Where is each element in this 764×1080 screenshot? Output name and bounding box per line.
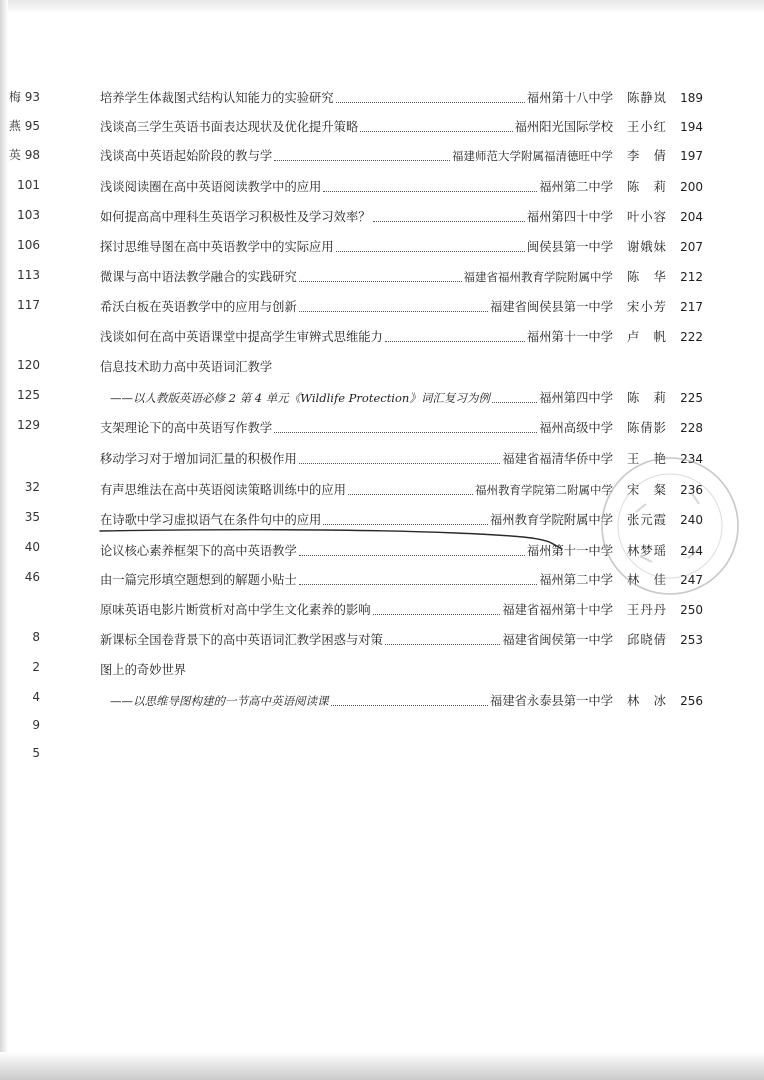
entry-author: 林梦瑶: [627, 544, 667, 558]
entry-title: 信息技术助力高中英语词汇教学: [100, 360, 273, 374]
toc-entry-subtitle: [100, 689, 703, 709]
entry-author: 陈 华: [627, 270, 667, 284]
margin-number: 英 98: [8, 148, 40, 162]
entry-title: 移动学习对于增加词汇量的积极作用: [100, 452, 297, 466]
entry-title: 浅谈如何在高中英语课堂中提高学生审辨式思维能力: [100, 330, 383, 344]
margin-number: 燕 95: [8, 119, 40, 133]
entry-school: 福州第十一中学: [526, 544, 613, 558]
scan-shadow-top: [0, 0, 764, 14]
dot-leader: [299, 463, 501, 464]
dot-leader: [360, 131, 512, 132]
entry-author: 陈静岚: [627, 91, 667, 105]
toc-entry: [100, 598, 703, 618]
entry-page: 253: [680, 633, 703, 647]
dot-leader: [348, 494, 473, 495]
toc-entry: [100, 568, 703, 588]
dot-leader: [492, 402, 537, 403]
entry-title: 如何提高高中理科生英语学习积极性及学习效率？: [100, 210, 371, 224]
dot-leader: [299, 584, 537, 585]
entry-school: 福州第四中学: [539, 391, 613, 405]
entry-school: 福建省闽侯第一中学: [502, 633, 613, 647]
toc-entry-heading: [100, 355, 703, 375]
dot-leader: [336, 102, 525, 103]
toc-entry: [100, 175, 703, 195]
entry-page: 240: [680, 513, 703, 527]
entry-school: 福建省福州第十中学: [502, 603, 613, 617]
entry-page: 234: [680, 452, 703, 466]
toc-entry: [100, 235, 703, 255]
scan-shadow-bottom: [0, 1052, 764, 1080]
entry-school: 福州第二中学: [539, 180, 613, 194]
dot-leader: [373, 614, 501, 615]
margin-number: 125: [17, 388, 40, 402]
entry-page: 228: [680, 421, 703, 435]
entry-title: 浅谈高中英语起始阶段的教与学: [100, 149, 273, 163]
margin-number: 101: [17, 178, 40, 192]
entry-author: 宋小芳: [627, 300, 667, 314]
dot-leader: [274, 160, 450, 161]
entry-author: 王小红: [627, 120, 667, 134]
toc-entry: [100, 447, 703, 467]
entry-school: 福州第十一中学: [526, 330, 613, 344]
entry-page: 222: [680, 330, 703, 344]
entry-title: 图上的奇妙世界: [100, 663, 187, 677]
entry-author: 邱晓倩: [627, 633, 667, 647]
margin-number: 2: [32, 660, 40, 674]
entry-title: 有声思维法在高中英语阅读策略训练中的应用: [100, 483, 346, 497]
toc-entry: [100, 144, 703, 164]
dot-leader: [323, 191, 537, 192]
margin-number: 5: [32, 746, 40, 760]
entry-page: 194: [680, 120, 703, 134]
toc-entry: [100, 205, 703, 225]
toc-entry-heading: [100, 658, 703, 678]
dot-leader: [299, 555, 525, 556]
toc-entry: [100, 115, 703, 135]
entry-author: 陈倩影: [627, 421, 667, 435]
toc-entry: [100, 628, 703, 648]
margin-number: 9: [32, 718, 40, 732]
entry-author: 叶小容: [627, 210, 667, 224]
dot-leader: [299, 311, 488, 312]
entry-title: 由一篇完形填空题想到的解题小贴士: [100, 573, 297, 587]
margin-number: 120: [17, 358, 40, 372]
entry-page: 256: [680, 694, 703, 708]
entry-author: 陈 莉: [627, 180, 667, 194]
entry-title: 微课与高中语法教学融合的实践研究: [100, 270, 297, 284]
entry-school: 福州教育学院附属中学: [490, 513, 613, 527]
margin-number: 106: [17, 238, 40, 252]
entry-school: 福州第二中学: [539, 573, 613, 587]
entry-page: 212: [680, 270, 703, 284]
toc-entry-subtitle: [100, 386, 703, 406]
entry-title: 探讨思维导图在高中英语教学中的实际应用: [100, 240, 334, 254]
dot-leader: [274, 432, 537, 433]
entry-school: 福建省福州教育学院附属中学: [463, 270, 613, 284]
dot-leader: [299, 281, 462, 282]
entry-page: 236: [680, 483, 703, 497]
entry-title: 新课标全国卷背景下的高中英语词汇教学困惑与对策: [100, 633, 383, 647]
margin-number: 35: [24, 510, 40, 524]
entry-title: 浅谈阅读圈在高中英语阅读教学中的应用: [100, 180, 322, 194]
entry-title: 培养学生体裁图式结构认知能力的实验研究: [100, 91, 334, 105]
entry-page: 217: [680, 300, 703, 314]
margin-number: 40: [24, 540, 40, 554]
entry-page: 189: [680, 91, 703, 105]
toc-entry: [100, 325, 703, 345]
entry-author: 张元霞: [627, 513, 667, 527]
margin-number: 梅 93: [8, 90, 40, 104]
margin-number: 32: [24, 480, 40, 494]
entry-title: 论议核心素养框架下的高中英语教学: [100, 544, 297, 558]
entry-author: 王丹丹: [627, 603, 667, 617]
entry-page: 250: [680, 603, 703, 617]
margin-number: 103: [17, 208, 40, 222]
toc-entry: [100, 478, 703, 498]
left-margin-page-numbers: [0, 0, 40, 1080]
entry-author: 王 艳: [627, 452, 667, 466]
entry-title: 原味英语电影片断赏析对高中学生文化素养的影响: [100, 603, 371, 617]
entry-subtitle: ——以思维导图构建的一节高中英语阅读课: [110, 694, 329, 708]
toc-entry: [100, 86, 703, 106]
entry-subtitle: ——以人教版英语必修 2 第 4 单元《Wildlife Protection》词汇复习为例: [110, 391, 490, 405]
entry-page: 204: [680, 210, 703, 224]
entry-page: 225: [680, 391, 703, 405]
entry-title: 在诗歌中学习虚拟语气在条件句中的应用: [100, 513, 322, 527]
entry-school: 福州第四十中学: [526, 210, 613, 224]
dot-leader: [385, 644, 500, 645]
entry-school: 福州第十八中学: [526, 91, 613, 105]
toc-entry: [100, 295, 703, 315]
entry-page: 200: [680, 180, 703, 194]
entry-title: 希沃白板在英语教学中的应用与创新: [100, 300, 297, 314]
entry-school: 福州教育学院第二附属中学: [475, 483, 613, 497]
entry-school: 福建省闽侯县第一中学: [490, 300, 613, 314]
margin-number: 117: [17, 298, 40, 312]
entry-school: 福州阳光国际学校: [514, 120, 613, 134]
entry-school: 闽侯县第一中学: [526, 240, 613, 254]
entry-author: 林 冰: [627, 694, 667, 708]
entry-school: 福建省福清华侨中学: [502, 452, 613, 466]
margin-number: 8: [32, 630, 40, 644]
margin-number: 4: [32, 690, 40, 704]
margin-number: 113: [17, 268, 40, 282]
entry-school: 福建师范大学附属福清德旺中学: [452, 149, 613, 163]
entry-author: 宋 粲: [627, 483, 667, 497]
margin-number: 46: [24, 570, 40, 584]
entry-title: 支架理论下的高中英语写作教学: [100, 421, 273, 435]
toc-entry: [100, 539, 703, 559]
entry-school: 福州高级中学: [539, 421, 613, 435]
toc-entry: [100, 416, 703, 436]
margin-number: 129: [17, 418, 40, 432]
entry-school: 福建省永泰县第一中学: [490, 694, 613, 708]
entry-author: 卢 帆: [627, 330, 667, 344]
toc-entry: [100, 265, 703, 285]
dot-leader: [331, 705, 489, 706]
entry-author: 李 倩: [627, 149, 667, 163]
entry-page: 247: [680, 573, 703, 587]
entry-page: 244: [680, 544, 703, 558]
entry-page: 207: [680, 240, 703, 254]
dot-leader: [336, 251, 525, 252]
entry-author: 林 佳: [627, 573, 667, 587]
dot-leader: [323, 524, 488, 525]
dot-leader: [385, 341, 525, 342]
entry-page: 197: [680, 149, 703, 163]
dot-leader: [373, 221, 525, 222]
entry-author: 谢娥妹: [627, 240, 667, 254]
toc-entry: [100, 508, 703, 528]
entry-title: 浅谈高三学生英语书面表达现状及优化提升策略: [100, 120, 359, 134]
entry-author: 陈 莉: [627, 391, 667, 405]
